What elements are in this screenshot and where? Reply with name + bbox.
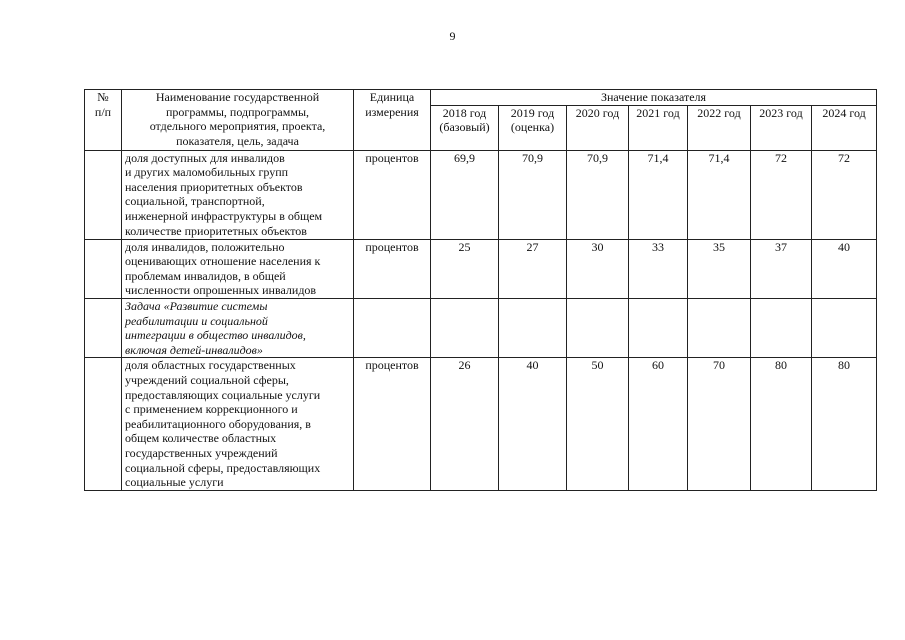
row-number-cell (85, 239, 122, 298)
unit-cell: процентов (354, 239, 431, 298)
value-2020: 30 (567, 239, 629, 298)
indicator-name: доля областных государственных учреждений социальной сферы, предоставляющих социальные услуги с применением коррекционного и реабилитационного оборудования, в общем количестве областных государственных учреждений социальной сферы, предоставляющих социальные услуги (122, 358, 354, 490)
value-2023: 72 (751, 150, 812, 239)
header-name: Наименование государственной программы, подпрограммы, отдельного мероприятия, проекта, показателя, цель, задача (122, 90, 354, 151)
value-2022: 35 (688, 239, 751, 298)
value-2021 (629, 298, 688, 357)
unit-cell (354, 298, 431, 357)
value-2019: 70,9 (499, 150, 567, 239)
value-2019: 27 (499, 239, 567, 298)
value-2020 (567, 298, 629, 357)
header-year-2020: 2020 год (567, 105, 629, 150)
value-2022: 70 (688, 358, 751, 490)
value-2018 (431, 298, 499, 357)
table-row (85, 150, 877, 239)
value-2020: 70,9 (567, 150, 629, 239)
value-2023: 80 (751, 358, 812, 490)
task-name: Задача «Развитие системы реабилитации и социальной интеграции в общество инвалидов, включая детей-инвалидов» (122, 298, 354, 357)
value-2021: 71,4 (629, 150, 688, 239)
header-row-top (85, 90, 877, 106)
indicator-name: доля инвалидов, положительно оценивающих отношение населения к проблемам инвалидов, в общей численности опрошенных инвалидов (122, 239, 354, 298)
header-year-2019: 2019 год (оценка) (499, 105, 567, 150)
header-year-2024: 2024 год (812, 105, 877, 150)
unit-cell: процентов (354, 150, 431, 239)
value-2018: 69,9 (431, 150, 499, 239)
value-2019: 40 (499, 358, 567, 490)
table-row (85, 298, 877, 357)
table-row (85, 239, 877, 298)
header-year-2018: 2018 год (базовый) (431, 105, 499, 150)
header-values-group: Значение показателя (431, 90, 877, 106)
row-number-cell (85, 150, 122, 239)
value-2022 (688, 298, 751, 357)
table-row (85, 358, 877, 490)
value-2024 (812, 298, 877, 357)
header-year-2023: 2023 год (751, 105, 812, 150)
row-number-cell (85, 298, 122, 357)
row-number-cell (85, 358, 122, 490)
value-2018: 25 (431, 239, 499, 298)
value-2023: 37 (751, 239, 812, 298)
header-year-2021: 2021 год (629, 105, 688, 150)
value-2021: 60 (629, 358, 688, 490)
unit-cell: процентов (354, 358, 431, 490)
value-2020: 50 (567, 358, 629, 490)
header-year-2022: 2022 год (688, 105, 751, 150)
value-2019 (499, 298, 567, 357)
value-2024: 72 (812, 150, 877, 239)
indicator-name: доля доступных для инвалидов и других маломобильных групп населения приоритетных объектов социальной, транспортной, инженерной инфраструктуры в общем количестве приоритетных объектов (122, 150, 354, 239)
value-2024: 80 (812, 358, 877, 490)
value-2024: 40 (812, 239, 877, 298)
value-2023 (751, 298, 812, 357)
page-number: 9 (449, 29, 456, 43)
indicators-table (84, 89, 877, 491)
value-2021: 33 (629, 239, 688, 298)
header-number: № п/п (85, 90, 122, 151)
value-2018: 26 (431, 358, 499, 490)
value-2022: 71,4 (688, 150, 751, 239)
header-unit: Единица измерения (354, 90, 431, 151)
